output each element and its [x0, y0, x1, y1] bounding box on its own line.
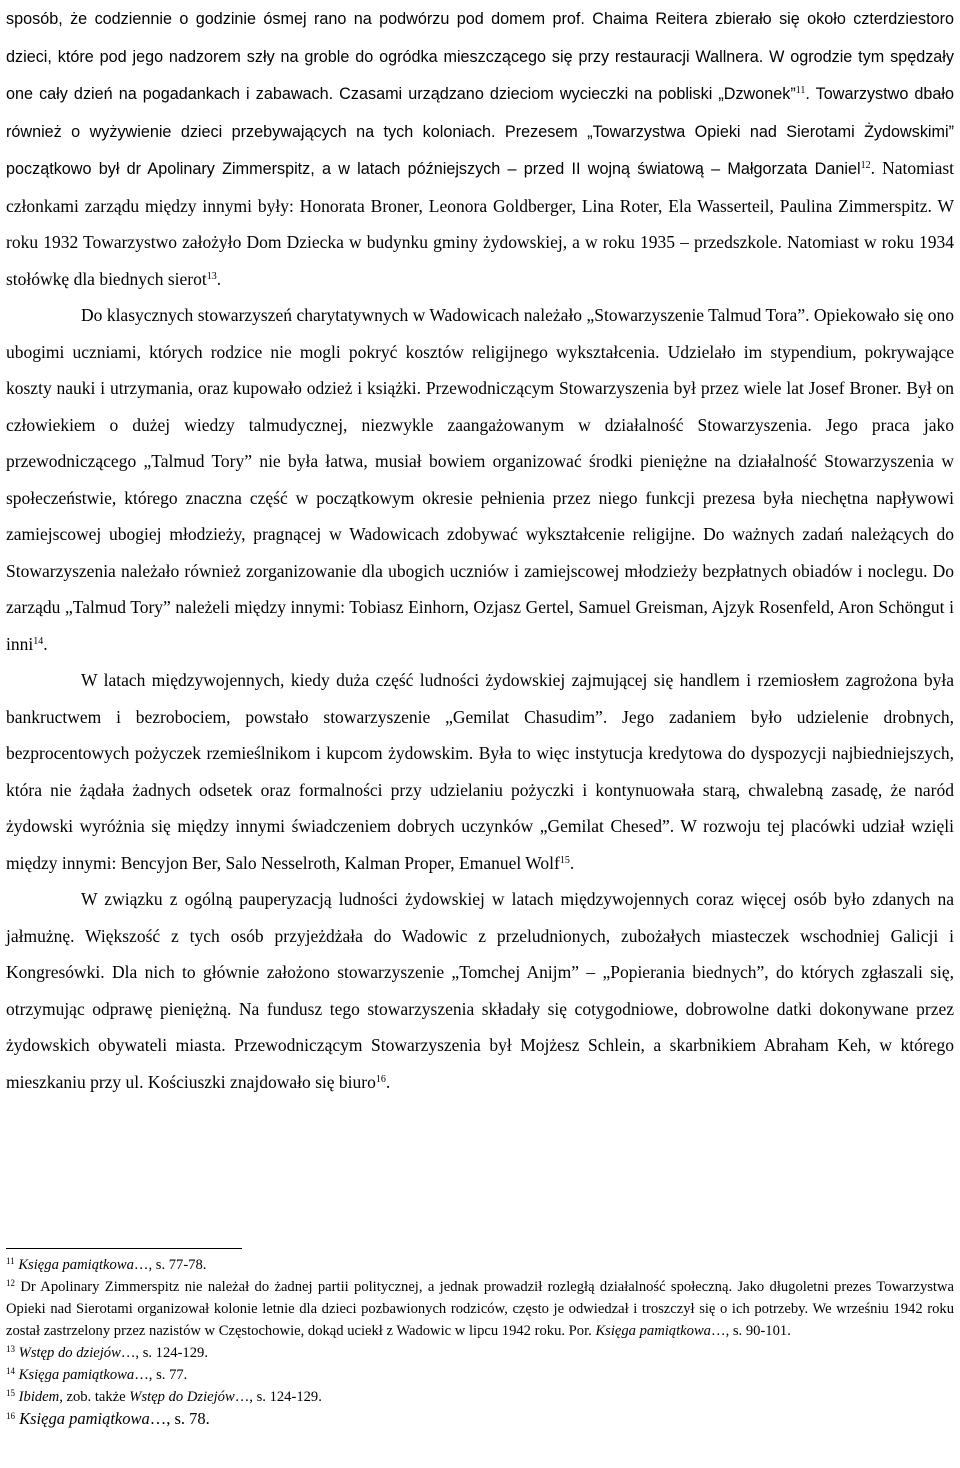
footnote-text: Dr Apolinary Zimmerspitz nie należał do żadnej partii politycznej, a jednak prowadził rozległą działalność społeczną. Jako długoletni prezes Towarzystwa Opieki nad Sierotami organizował kolonie letnie dla dzieci pozbawionych rodziców, często je odwiedzał i troszczył się o ich potrzeby. We wrześniu 1942 roku został zastrzelony przez nazistów w Częstochowie, dokąd uciekł z Wadowic w lipcu 1942 roku. Por. — [6, 1279, 954, 1339]
paragraph-2-text-b: . — [43, 633, 48, 654]
footnote-15 — [6, 1386, 954, 1408]
paragraph-1 — [6, 0, 954, 297]
paragraph-1-text-d: . — [216, 268, 222, 289]
footnote-number: 12 — [6, 1278, 15, 1289]
footnote-title: Księga pamiątkowa — [19, 1409, 150, 1428]
footnote-ref-14[interactable]: 14 — [33, 635, 44, 647]
footnote-title: Księga pamiątkowa — [595, 1323, 711, 1339]
paragraph-2-text-a: Do klasycznych stowarzyszeń charytatywnych w Wadowicach należało „Stowarzyszenie Talmud Tora”. Opiekowało się ono ubogimi uczniami, których rodzice nie mogli pokryć kosztów religijnego wykształcenia. Udzielało im stypendium, pokrywające koszty nauki i utrzymania, oraz kupowało odzież i książki. Przewodniczącym Stowarzyszenia był przez wiele lat Josef Broner. Był on człowiekiem o dużej wiedzy talmudycznej, niezwykle zaangażowanym w działalność Stowarzyszenia. Jego praca jako przewodniczącego „Talmud Tory” nie była łatwa, musiał bowiem organizować środki pieniężne na działalność Stowarzyszenia w społeczeństwie, którego znaczna część w początkowym okresie pełnienia przez niego funkcji prezesa była niechętna napływowi zamiejscowej ubogiej młodzieży, pragnącej w Wadowicach zdobywać wykształcenie religijne. Do ważnych zadań należących do Stowarzyszenia należało również zorganizowanie dla ubogich uczniów i zamiejscowej młodzieży bezpłatnych obiadów i noclegu. Do zarządu „Talmud Tory” należeli między innymi: Tobiasz Einhorn, Ozjasz Gertel, Samuel Greisman, Ajzyk Rosenfeld, Aron Schöngut i inni — [6, 305, 954, 654]
footnote-12 — [6, 1276, 954, 1342]
footnote-ref-11[interactable]: 11 — [795, 85, 806, 96]
footnote-number: 11 — [6, 1256, 15, 1267]
paragraph-4 — [6, 881, 954, 1100]
paragraph-4-text-b: . — [385, 1071, 391, 1092]
paragraph-1-text-c: . Natomiast członkami zarządu między innymi były: Honorata Broner, Leonora Goldberger, Lina Roter, Ela Wasserteil, Paulina Zimmerspitz. W roku 1932 Towarzystwo założyło Dom Dziecka w budynku gminy żydowskiej, a w roku 1935 – przedszkole. Natomiast w roku 1934 stołówkę dla biednych sierot — [6, 158, 955, 289]
footnote-13 — [6, 1342, 954, 1364]
paragraph-1-text-a: sposób, że codziennie o godzinie ósmej rano na podwórzu pod domem prof. Chaima Reitera zbierało się około czterdziestoro dzieci, które pod jego nadzorem szły na groble do ogródka mieszczącego się przy restauracji Wallnera. W ogrodzie tym spędzały one cały dzień na pogadankach i zabawach. Czasami urządzano dzieciom wycieczki na pobliski „Dzwonek” — [6, 10, 954, 103]
footnote-11 — [6, 1254, 954, 1276]
footnote-pages: …, s. 77-78. — [133, 1257, 207, 1273]
footnote-ref-15[interactable]: 15 — [559, 854, 570, 866]
footnote-number: 16 — [6, 1411, 15, 1422]
footnote-pages: …, s. 124-129. — [234, 1389, 322, 1405]
footnote-number: 13 — [6, 1344, 15, 1355]
footnote-pages: …, s. 77. — [134, 1367, 188, 1383]
footnote-16 — [6, 1408, 954, 1430]
footnote-text: , zob. także — [59, 1389, 130, 1405]
paragraph-3 — [6, 662, 954, 881]
footnote-title: Ibidem — [18, 1389, 60, 1405]
footnote-ref-16[interactable]: 16 — [375, 1073, 386, 1085]
footnote-ref-13[interactable]: 13 — [206, 270, 217, 282]
footnote-ref-12[interactable]: 12 — [860, 160, 871, 171]
footnote-title: Księga pamiątkowa — [18, 1367, 135, 1383]
paragraph-4-text-a: W związku z ogólną pauperyzacją ludności żydowskiej w latach międzywojennych coraz więcej osób było zdanych na jałmużnę. Większość z tych osób przyjeżdżała do Wadowic z przeludnionych, zubożałych miasteczek wschodniej Galicji i Kongresówki. Dla nich to głównie założono stowarzyszenie „Tomchej Anijm” – „Popierania biednych”, do których zgłaszali się, otrzymując odprawę pieniężną. Na fundusz tego stowarzyszenia składały się cotygodniowe, dobrowolne datki dokonywane przez żydowskich obywateli miasta. Przewodniczącym Stowarzyszenia był Mojżesz Schlein, a skarbnikiem Abraham Keh, w którego mieszkaniu przy ul. Kościuszki znajdowało się biuro — [6, 889, 954, 1092]
footnote-pages: …, s. 78. — [149, 1409, 210, 1428]
footnote-number: 14 — [6, 1366, 15, 1377]
footnote-pages: …, s. 90-101. — [710, 1323, 791, 1339]
paragraph-3-text-b: . — [569, 852, 575, 873]
footnotes — [6, 1254, 954, 1430]
document-body — [6, 0, 954, 1100]
footnote-pages: …, s. 124-129. — [120, 1345, 208, 1361]
footnote-number: 15 — [6, 1388, 15, 1399]
footnote-title: Księga pamiątkowa — [18, 1257, 134, 1273]
footnote-title-2: Wstęp do Dziejów — [129, 1389, 235, 1405]
footnote-14 — [6, 1364, 954, 1386]
paragraph-1-text-b: . Towarzystwo dbało również o wyżywienie dzieci przebywających na tych koloniach. Prezesem „Towarzystwa Opieki nad Sierotami Żydowskimi” początkowo był dr Apolinary Zimmerspitz, a w latach późniejszych – przed II wojną światową – Małgorzata Daniel — [6, 85, 954, 178]
paragraph-2 — [6, 297, 954, 662]
footnote-title: Wstęp do dziejów — [18, 1345, 121, 1361]
footnote-separator — [6, 1248, 242, 1249]
paragraph-3-text-a: W latach międzywojennych, kiedy duża część ludności żydowskiej zajmującej się handlem i rzemiosłem zagrożona była bankructwem i bezrobociem, powstało stowarzyszenie „Gemilat Chasudim”. Jego zadaniem było udzielenie drobnych, bezprocentowych pożyczek rzemieślnikom i kupcom żydowskim. Była to więc instytucja kredytowa do dyspozycji najbiedniejszych, która nie żądała żadnych odsetek oraz formalności przy udzielaniu pożyczki i kontynuowała starą, chwalebną zasadę, że naród żydowski wyróżnia się między innymi świadczeniem dobrych uczynków „Gemilat Chesed”. W rozwoju tej placówki udział wzięli między innymi: Bencyjon Ber, Salo Nesselroth, Kalman Proper, Emanuel Wolf — [6, 670, 954, 873]
